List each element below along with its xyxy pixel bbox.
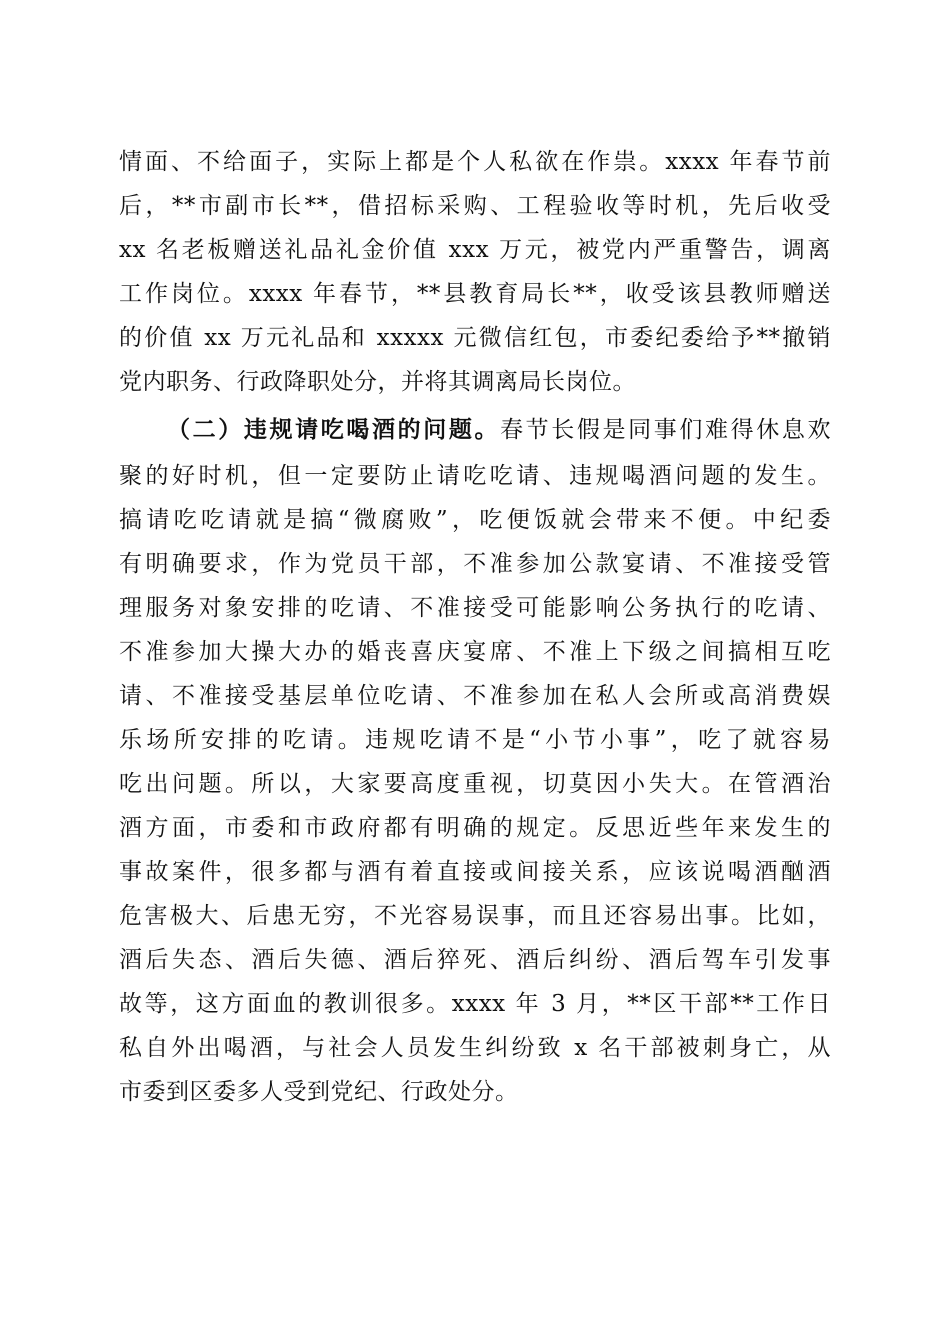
text-line: 的价值 xx 万元礼品和 xxxxx 元微信红包，市委纪委给予**撤销 (119, 325, 831, 351)
text-line: 聚的好时机，但一定要防止请吃吃请、违规喝酒问题的发生。 (119, 463, 831, 489)
text-line: 有明确要求，作为党员干部，不准参加公款宴请、不准接受管 (119, 551, 831, 577)
section-heading: （二）违规请吃喝酒的问题。 (167, 416, 501, 443)
text-line: 酒后失态、酒后失德、酒后猝死、酒后纠纷、酒后驾车引发事 (119, 947, 831, 973)
text-line: 吃出问题。所以，大家要高度重视，切莫因小失大。在管酒治 (119, 771, 831, 797)
text-line: 危害极大、后患无穷，不光容易误事，而且还容易出事。比如， (119, 903, 831, 929)
section-heading-rest: 春节长假是同事们难得休息欢 (500, 417, 832, 443)
text-line: 酒方面，市委和市政府都有明确的规定。反思近些年来发生的 (119, 815, 831, 841)
text-line: 工作岗位。xxxx 年春节，**县教育局长**，收受该县教师赠送 (119, 281, 831, 307)
text-line: xx 名老板赠送礼品礼金价值 xxx 万元，被党内严重警告，调离 (119, 237, 831, 263)
text-line: 搞请吃吃请就是搞“微腐败”，吃便饭就会带来不便。中纪委 (119, 507, 831, 533)
text-line: 事故案件，很多都与酒有着直接或间接关系，应该说喝酒酗酒 (119, 859, 831, 885)
text-line: 故等，这方面血的教训很多。xxxx 年 3 月，**区干部**工作日 (119, 991, 831, 1017)
text-line: 私自外出喝酒，与社会人员发生纠纷致 x 名干部被刺身亡，从 (119, 1035, 831, 1061)
text-line: 后，**市副市长**，借招标采购、工程验收等时机，先后收受 (119, 193, 831, 219)
text-line: 市委到区委多人受到党纪、行政处分。 (119, 1079, 519, 1105)
text-line: 乐场所安排的吃请。违规吃请不是“小节小事”，吃了就容易 (119, 727, 831, 753)
text-line: 不准参加大操大办的婚丧喜庆宴席、不准上下级之间搞相互吃 (119, 639, 831, 665)
text-line: 理服务对象安排的吃请、不准接受可能影响公务执行的吃请、 (119, 595, 831, 621)
section-heading-line (167, 408, 831, 452)
text-line: 党内职务、行政降职处分，并将其调离局长岗位。 (119, 369, 636, 395)
text-line: 情面、不给面子，实际上都是个人私欲在作祟。xxxx 年春节前 (119, 149, 831, 175)
text-line: 请、不准接受基层单位吃请、不准参加在私人会所或高消费娱 (119, 683, 831, 709)
